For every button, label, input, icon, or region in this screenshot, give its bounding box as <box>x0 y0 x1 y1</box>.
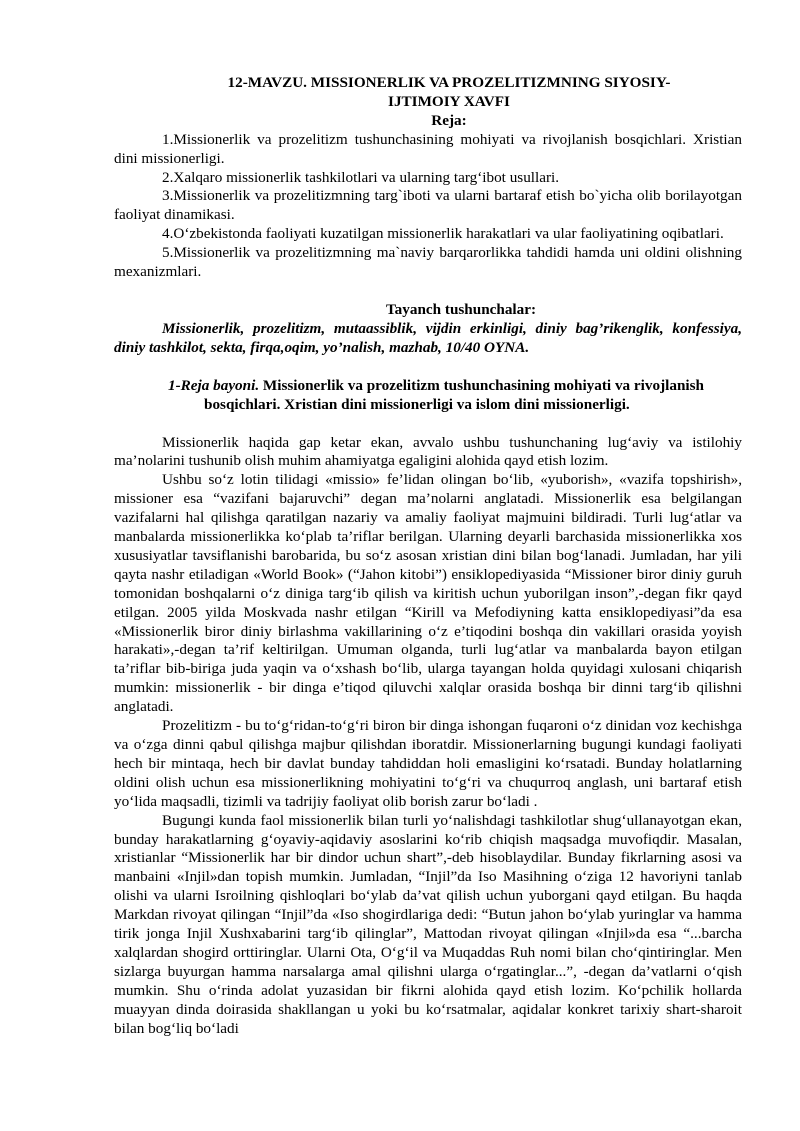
body-paragraph: Prozelitizm - bu to‘g‘ridan-to‘g‘ri biron bir dinga ishongan fuqaroni o‘z dinidan voz kechishga va o‘zga dinni qabul qilishga majbur qilishdan iboratdir. Missionerlarning bugungi kundagi faoliyati hech bir mintaqa, hech bir davlat bunday tahdiddan holi emasligini ko‘rsatadi. Bunday holatlarning oldini olish uchun esa missionerlikning mohiyatini to‘g‘ri va chuqurroq anglash, uni bartaraf etish yo‘lida maqsadli, tizimli va tadrijiy faoliyat olib borish zarur bo‘ladi . <box>114 717 742 810</box>
document-title-line1: 12-MAVZU. MISSIONERLIK VA PROZELITIZMNING SIYOSIY- <box>227 74 671 91</box>
concepts-heading: Tayanch tushunchalar: <box>385 300 537 318</box>
concepts-keywords: Missionerlik, prozelitizm, mutaassiblik, vijdin erkinligi, diniy bag’rikenglik, konfessiya, diniy tashkilot, sekta, firqa,oqim, yo’nalish, mazhab, 10/40 OYNA. <box>114 319 742 356</box>
spacer <box>114 282 742 301</box>
plan-heading: Reja: <box>431 111 467 129</box>
plan-item: 3.Missionerlik va prozelitizmning targ`iboti va ularni bartaraf etish bo`yicha olib borilayotgan faoliyat dinamikasi. <box>114 187 742 224</box>
plan-item: 5.Missionerlik va prozelitizmning ma`naviy barqarorlikka tahdidi hamda uni oldini olishning mexanizmlari. <box>114 244 742 281</box>
spacer <box>114 415 742 434</box>
body-paragraph: Ushbu so‘z lotin tilidagi «missio» fe’lidan olingan bo‘lib, «yuborish», «vazifa topshirish», missioner esa “vazifani bajaruvchi” degan ma’nolarni anglatadi. Missionerlik esa belgilangan vazifalarni hal qilishga qaratilgan nazariy va amaliy faoliyat majmuini bildiradi. Turli lug‘atlar va manbalarda missionerlikka ko‘plab ta’riflar berilgan. Ularning deyarli barchasida missionerlikka xos xususiyatlar tavsiflanishi barobarida, bu so‘z asosan xristian dini bilan bog‘lanadi. Jumladan, har yili qayta nashr etiladigan «World Book» (“Jahon kitobi”) ensiklopediyasida “Missioner biror diniy guruh tomonidan boshqalarni o‘z diniga targ‘ib qilish va kiritish uchun yuborilgan inson”,-degan fikr qayd etilgan. 2005 yilda Moskvada nashr etilgan “Kirill va Mefodiyning katta ensiklopediyasi”da esa «Missionerlik biror diniy birlashma vakillarining o‘z e’tiqodini boshqa din vakillari orasida yoyish harakati»,-degan ta’rif keltirilgan. Umuman olganda, turli lug‘atlar va manbalarda bayon etilgan ta’riflar bib-biriga juda yaqin va o‘xshash bo‘lib, ularga tayangan holda quyidagi xulosani chiqarish mumkin: missionerlik - bir dinga e’tiqod qiluvchi xalqlar orasida boshqa bir dinni targ‘ib qilishni anglatadi. <box>114 471 742 716</box>
body-paragraph: Bugungi kunda faol missionerlik bilan turli yo‘nalishdagi tashkilotlar shug‘ullanayotgan ekan, bunday harakatlarning g‘oyaviy-aqidaviy asoslarini ko‘rib chiqish maqsadga muvofiqdir. Masalan, xristianlar “Missionerlik har bir dindor uchun shart”,-deb hisoblaydilar. Bunday fikrlarning asosi va manbaini «Injil»dan topish mumkin. Jumladan, “Injil”da Iso Masihning o‘ziga 12 havoriyni tanlab olishi va ularni Isroilning qishloqlari bo‘ylab da’vat qilish uchun yuborgani qayd etilgan. Bu haqda Markdan rivoyat qilingan “Injil”da «Iso shogirdlariga dedi: “Butun jahon bo‘ylab yuringlar va hamma tirik jonga Injil Xushxabarini targ‘ib qilinglar”, Mattodan rivoyat qilingan «Injil»da esa “...barcha xalqlardan shogird orttiringlar. Ularni Ota, O‘g‘il va Muqaddas Ruh nomi bilan cho‘qintiringlar. Men sizlarga buyurgan hamma narsalarga amal qilishni ularga o‘rgatinglar...”, -degan da’vatlarni o‘qish mumkin. Shu o‘rinda adolat yuzasidan bir fikrni alohida qayd etish lozim. Ko‘pchilik hollarda muayyan dinda doirasida shakllangan u yoki bu ko‘rsatmalar, aqidalar konkret tarixiy shart-sharoit bilan bog‘liq bo‘ladi <box>114 811 742 1037</box>
plan-item: 4.O‘zbekistonda faoliyati kuzatilgan missionerlik harakatlari va ular faoliyatining oqibatlari. <box>162 225 724 243</box>
section-heading <box>114 377 742 415</box>
section-title: Missionerlik va prozelitizm tushunchasining mohiyati va rivojlanish bosqichlari. Xristian dini missionerligi va islom dini missionerligi. <box>204 376 704 413</box>
spacer <box>114 358 742 377</box>
body-paragraph: Missionerlik haqida gap ketar ekan, avvalo ushbu tushunchaning lug‘aviy va istilohiy ma’nolarini tushunib olish muhim ahamiyatga egaligini alohida qayd etish lozim. <box>114 433 742 470</box>
plan-item: 2.Xalqaro missionerlik tashkilotlari va ularning targ‘ibot usullari. <box>162 168 560 186</box>
plan-item: 1.Missionerlik va prozelitizm tushunchasining mohiyati va rivojlanish bosqichlari. Xristian dini missionerligi. <box>114 130 742 167</box>
document-title <box>114 74 742 112</box>
document-title-line2: IJTIMOIY XAVFI <box>388 92 510 110</box>
body-text <box>114 434 742 1039</box>
plan-list <box>114 131 742 282</box>
section-label: 1-Reja bayoni. <box>168 376 260 394</box>
